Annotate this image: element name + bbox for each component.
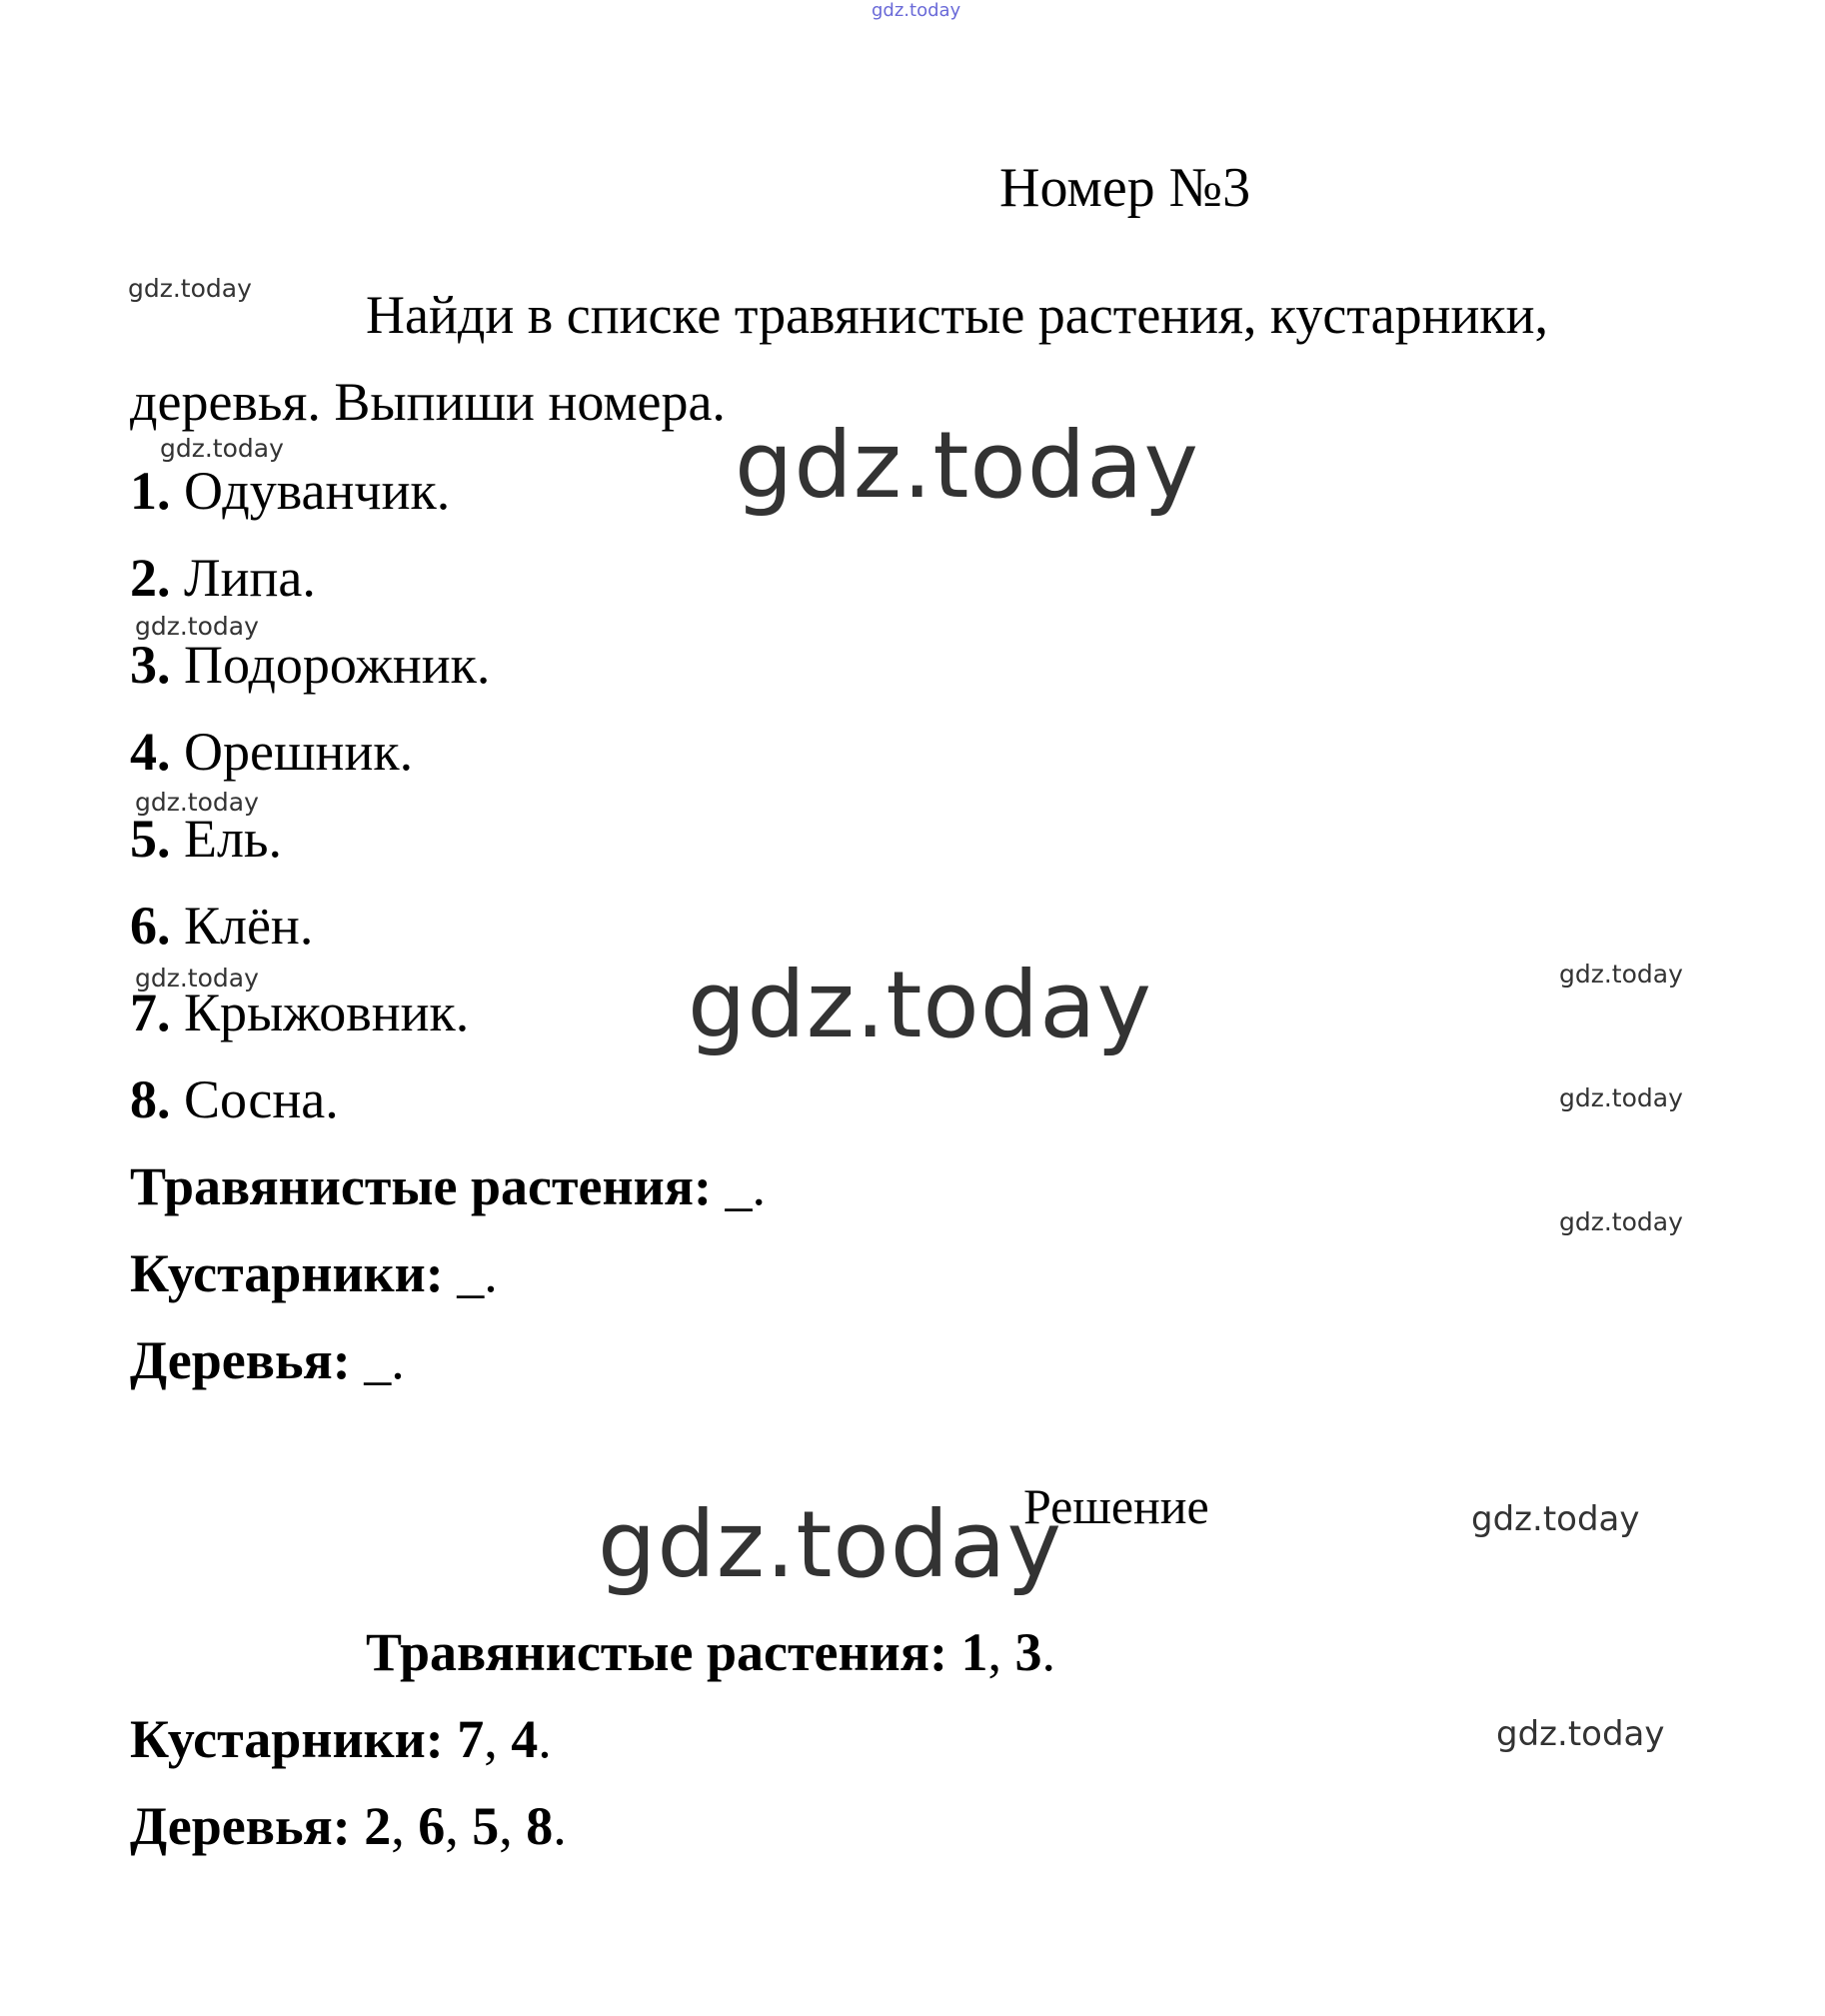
item-text: Ель.: [184, 809, 283, 869]
item-text: Одуванчик.: [184, 461, 451, 521]
solution-shrubs-value: 7: [457, 1709, 485, 1769]
item-number: 2.: [130, 548, 171, 608]
list-item: [130, 548, 316, 608]
blank-trees-label: Деревья:: [130, 1330, 351, 1390]
solution-trees-value: 8: [526, 1796, 554, 1856]
watermark-small: gdz.today: [128, 274, 252, 303]
solution-trees-value: 2: [364, 1796, 392, 1856]
solution-shrubs: [130, 1709, 552, 1769]
solution-trees: [130, 1796, 567, 1856]
solution-shrubs-label: Кустарники:: [130, 1709, 444, 1769]
item-number: 7.: [130, 983, 171, 1042]
watermark-small: gdz.today: [1559, 1083, 1683, 1112]
watermark-small: gdz.today: [1559, 1207, 1683, 1236]
solution-trees-value: 6: [418, 1796, 446, 1856]
item-number: 1.: [130, 461, 171, 521]
list-item: [130, 1069, 339, 1129]
watermark-large: gdz.today: [688, 952, 1152, 1058]
list-item: [130, 635, 491, 695]
item-number: 3.: [130, 635, 171, 695]
period: .: [553, 1796, 567, 1856]
blank-trees: [130, 1330, 405, 1390]
watermark-small: gdz.today: [135, 612, 259, 641]
solution-herbs-value: 1: [960, 1622, 988, 1682]
separator: ,: [987, 1622, 1015, 1682]
solution-title: Решение: [1023, 1478, 1209, 1534]
watermark-medium: gdz.today: [1496, 1714, 1665, 1754]
watermark-small: gdz.today: [1559, 960, 1683, 989]
item-number: 8.: [130, 1069, 171, 1129]
item-text: Сосна.: [184, 1069, 339, 1129]
watermark-small: gdz.today: [135, 788, 259, 817]
solution-herbs: [366, 1622, 1055, 1682]
blank-shrubs-label: Кустарники:: [130, 1243, 444, 1303]
item-text: Клён.: [184, 896, 314, 956]
blank-herbs: [130, 1156, 766, 1216]
item-number: 6.: [130, 896, 171, 956]
blank-trees-value: _.: [364, 1330, 405, 1390]
watermark-top: gdz.today: [872, 0, 961, 21]
list-item: [130, 461, 451, 521]
period: .: [538, 1709, 552, 1769]
blank-shrubs: [130, 1243, 498, 1303]
solution-trees-value: 5: [472, 1796, 500, 1856]
watermark-small: gdz.today: [135, 964, 259, 993]
list-item: [130, 722, 414, 782]
solution-herbs-value: 3: [1014, 1622, 1042, 1682]
list-item: [130, 896, 314, 956]
item-text: Орешник.: [184, 722, 414, 782]
watermark-medium: gdz.today: [1471, 1499, 1640, 1539]
item-text: Крыжовник.: [184, 983, 470, 1042]
watermark-large: gdz.today: [735, 412, 1199, 519]
page-title: Номер №3: [999, 157, 1251, 219]
list-item: [130, 809, 283, 869]
item-number: 5.: [130, 809, 171, 869]
item-text: Липа.: [184, 548, 316, 608]
separator: ,: [499, 1796, 527, 1856]
solution-herbs-label: Травянистые растения:: [366, 1622, 947, 1682]
watermark-large: gdz.today: [598, 1491, 1062, 1598]
item-text: Подорожник.: [184, 635, 491, 695]
task-line-2: деревья. Выпиши номера.: [130, 372, 726, 432]
solution-trees-label: Деревья:: [130, 1796, 351, 1856]
list-item: [130, 983, 470, 1042]
task-line-1: Найди в списке травянистые растения, кустарники,: [366, 285, 1549, 345]
separator: ,: [445, 1796, 473, 1856]
item-number: 4.: [130, 722, 171, 782]
separator: ,: [484, 1709, 512, 1769]
separator: ,: [391, 1796, 419, 1856]
blank-herbs-label: Травянистые растения:: [130, 1156, 712, 1216]
blank-herbs-value: _.: [725, 1156, 766, 1216]
period: .: [1041, 1622, 1055, 1682]
solution-shrubs-value: 4: [511, 1709, 539, 1769]
blank-shrubs-value: _.: [457, 1243, 498, 1303]
watermark-small: gdz.today: [160, 434, 284, 463]
